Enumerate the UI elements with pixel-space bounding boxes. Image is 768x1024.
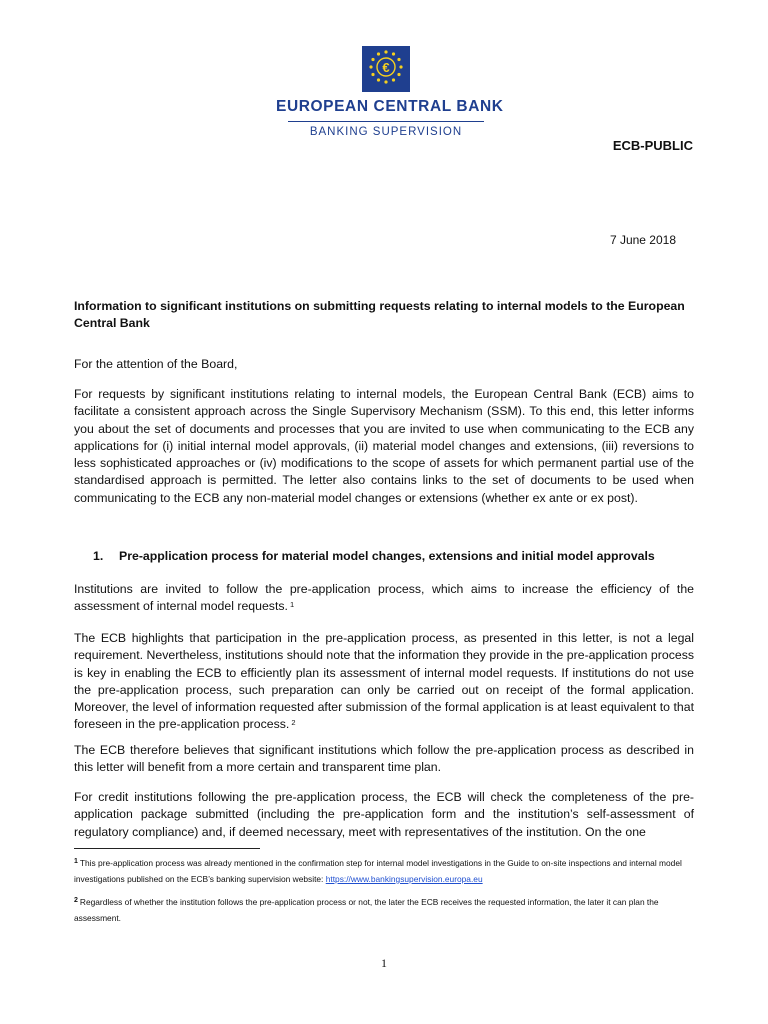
footnote-1 — [74, 855, 698, 887]
section-title: Pre-application process for material model changes, extensions and initial model approvals — [119, 549, 655, 563]
footnote-text: This pre-application process was already mentioned in the confirmation step for internal model investigations in the Guide to on-site inspections and internal model investigations published on the ECB’s banking supervision website: — [74, 858, 682, 884]
footnote-divider — [74, 848, 260, 849]
ecb-emblem-icon — [362, 46, 410, 92]
footnote-mark: 1 — [74, 858, 78, 865]
paragraph-pre-application — [74, 581, 694, 616]
letter-greeting: For the attention of the Board, — [74, 357, 238, 371]
footnote-ref-1[interactable]: 1 — [289, 600, 295, 610]
section-number: 1. — [93, 549, 104, 563]
classification-label: ECB-PUBLIC — [612, 138, 693, 153]
footnote-text: Regardless of whether the institution follows the pre-application process or not, the later the ECB receives the requested information, the later it can plan the assessment. — [74, 897, 659, 923]
section-heading — [93, 549, 655, 563]
page-number: 1 — [381, 956, 387, 970]
paragraph-text: Institutions are invited to follow the pre-application process, which aims to increase the efficiency of the assessment of internal model requests. — [74, 582, 694, 614]
paragraph-text: The ECB highlights that participation in the pre-application process, as presented in this letter, is not a legal requirement. Nevertheless, institutions should note that the information they provide in the pre-application process is key in enabling the ECB to efficiently plan its assessment of internal model requests. If institutions do not use the pre-application process, such preparation can only be carried out on receipt of the formal application. Moreover, the level of information requested after submission of the formal application is at least equivalent to that foreseen in the pre-application process. — [74, 631, 694, 732]
footnote-ref-2[interactable]: 2 — [291, 718, 296, 728]
paragraph-participation — [74, 630, 694, 734]
footnote-2 — [74, 894, 698, 926]
logo-subtitle: BANKING SUPERVISION — [309, 126, 463, 138]
logo-title: EUROPEAN CENTRAL BANK — [276, 98, 504, 115]
banking-supervision-link[interactable]: https://www.bankingsupervision.europa.eu — [325, 874, 483, 884]
logo-divider — [288, 121, 484, 122]
letter-date: 7 June 2018 — [609, 233, 676, 247]
svg-text:€: € — [382, 60, 390, 75]
paragraph-benefit: The ECB therefore believes that significant institutions which follow the pre-application process as described in this letter will benefit from a more certain and transparent time plan. — [74, 743, 694, 775]
paragraph-credit-institutions: For credit institutions following the pre-application process, the ECB will check the completeness of the pre-application package submitted (including the pre-application form and the institution’s self-assessment of regulatory compliance) and, if deemed necessary, meet with representatives of the institution. On the one — [74, 790, 694, 839]
intro-paragraph: For requests by significant institutions relating to internal models, the European Central Bank (ECB) aims to facilitate a consistent approach across the Single Supervisory Mechanism (SSM). To this end, this letter informs you about the set of documents and processes that you are invited to use when communicating to the ECB any applications for (i) initial internal model approvals, (ii) material model changes and extensions, (iii) reversions to less sophisticated approaches or (iv) modifications to the scope of assets for which permanent partial use of the standardised approach is permitted. The letter also contains links to the set of documents to be used when communicating to the ECB any non-material model changes or extensions (whether ex ante or ex post). — [74, 387, 694, 505]
ecb-logo — [276, 46, 504, 138]
letter-subject: Information to significant institutions on submitting requests relating to internal models to the European Central Bank — [74, 299, 685, 331]
footnote-mark: 2 — [74, 897, 78, 904]
